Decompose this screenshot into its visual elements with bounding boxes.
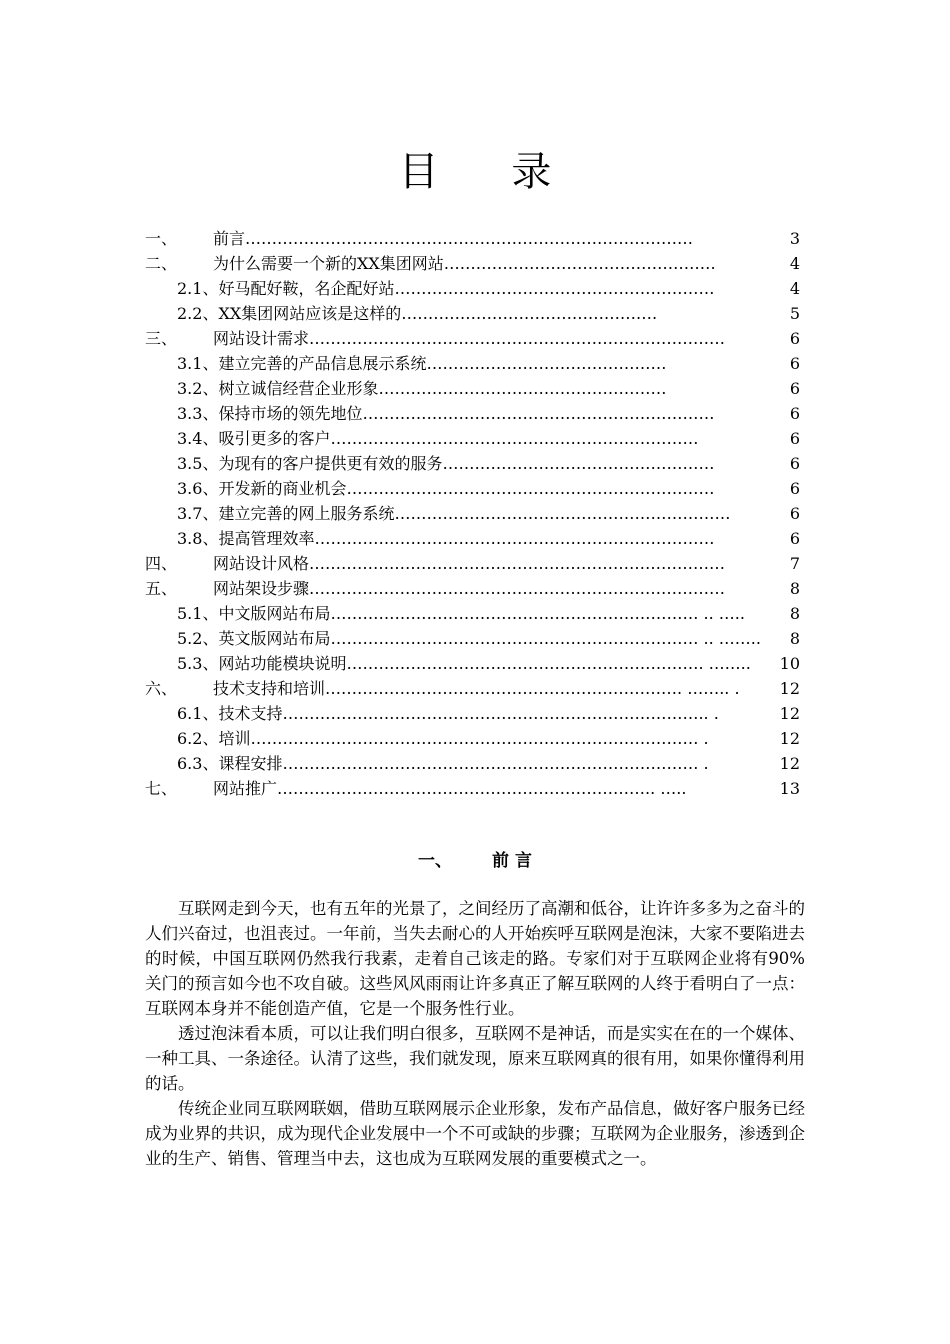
toc-entry-label: 网站架设步骤 <box>213 579 310 598</box>
section-body <box>145 896 805 1171</box>
toc-entry-label: 5.1、中文版网站布局 <box>177 604 331 623</box>
toc-entry-label: 技术支持和培训 <box>213 679 326 698</box>
toc-entry[interactable] <box>145 426 800 451</box>
toc-entry-number: 一、 <box>145 229 178 248</box>
toc-leader-dots: …………………………………………… <box>442 454 715 473</box>
toc-entry[interactable] <box>145 576 800 601</box>
toc-page-number: 12 <box>780 726 800 751</box>
toc-entry-label: 3.1、建立完善的产品信息展示系统 <box>177 354 427 373</box>
toc-page-number: 8 <box>790 626 800 651</box>
toc-entry[interactable] <box>145 251 800 276</box>
table-of-contents <box>145 226 800 801</box>
toc-entry-label: 前言 <box>213 229 246 248</box>
toc-leader-dots: ………………………………………… <box>401 304 658 323</box>
toc-leader-dots: …………………………………………………… <box>394 279 715 298</box>
toc-entry[interactable] <box>145 751 800 776</box>
toc-page-number: 6 <box>790 501 800 526</box>
section-heading <box>0 846 950 871</box>
toc-page-number: 4 <box>790 276 800 301</box>
toc-entry-label: 5.2、英文版网站布局 <box>177 629 331 648</box>
toc-entry[interactable] <box>145 351 800 376</box>
toc-entry-number: 七、 <box>145 779 178 798</box>
toc-entry-label: 3.3、保持市场的领先地位 <box>177 404 363 423</box>
toc-leader-dots: ………………………………………………………………… <box>314 529 715 548</box>
toc-page-number: 12 <box>780 676 800 701</box>
toc-entry-label: 3.4、吸引更多的客户 <box>177 429 331 448</box>
paragraph: 透过泡沫看本质，可以让我们明白很多，互联网不是神话，而是实实在在的一个媒体、一种工具、一条途径。认清了这些，我们就发现，原来互联网真的很有用，如果你懂得利用的话。 <box>145 1024 805 1093</box>
toc-page-number: 5 <box>790 301 800 326</box>
toc-entry[interactable] <box>145 776 800 801</box>
toc-entry-number: 三、 <box>145 329 178 348</box>
toc-entry-label: 2.2、XX集团网站应该是这样的 <box>177 304 402 323</box>
toc-leader-dots: …………………………………………… <box>443 254 716 273</box>
toc-entry-label: 5.3、网站功能模块说明 <box>177 654 347 673</box>
toc-page-number: 12 <box>780 751 800 776</box>
toc-page-number: 6 <box>790 376 800 401</box>
toc-leader-dots: ………………………………………………………………………… . <box>250 729 709 748</box>
toc-title: 目 录 <box>398 149 582 195</box>
paragraph: 传统企业同互联网联姻，借助互联网展示企业形象，发布产品信息，做好客户服务已经成为业界的共识，成为现代企业发展中一个不可或缺的步骤；互联网为企业服务，渗透到企业的生产、销售、管理当中去，这也成为互联网发展的重要模式之一。 <box>145 1099 805 1168</box>
toc-entry-label: 3.5、为现有的客户提供更有效的服务 <box>177 454 443 473</box>
toc-entry-label: 3.7、建立完善的网上服务系统 <box>177 504 395 523</box>
toc-entry[interactable] <box>145 501 800 526</box>
toc-entry[interactable] <box>145 226 800 251</box>
toc-page-number: 4 <box>790 251 800 276</box>
toc-leader-dots: …………………………………………………………………… <box>309 329 726 348</box>
paragraph: 互联网走到今天，也有五年的光景了，之间经历了高潮和低谷，让许许多多为之奋斗的人们兴奋过，也沮丧过。一年前，当失去耐心的人开始疾呼互联网是泡沫，大家不要陷进去的时候，中国互联网仍然我行我素，走着自己该走的路。专家们对于互联网企业将有90%关门的预言如今也不攻自破。这些风风雨雨让许多真正了解互联网的人终于看明白了一点：互联网本身并不能创造产值，它是一个服务性行业。 <box>145 899 805 1018</box>
toc-leader-dots: …………………………………………………………… <box>330 429 699 448</box>
toc-page-number: 8 <box>790 576 800 601</box>
toc-entry-label: 网站设计风格 <box>213 554 310 573</box>
toc-leader-dots: ……………………………………………… <box>378 379 667 398</box>
toc-page-number: 12 <box>780 701 800 726</box>
toc-page-number: 8 <box>790 601 800 626</box>
toc-page-number: 3 <box>790 226 800 251</box>
toc-leader-dots: …………………………………………………………………….. . <box>282 704 719 723</box>
toc-leader-dots: …………………………………………………………… .. …….. <box>330 629 761 648</box>
toc-entry[interactable] <box>145 376 800 401</box>
toc-page-number: 7 <box>790 551 800 576</box>
toc-leader-dots: ………………………………………………………………………… <box>245 229 694 248</box>
toc-leader-dots: …………………………………………………………………… <box>309 554 726 573</box>
toc-entry-label: 网站设计需求 <box>213 329 310 348</box>
toc-page-number: 6 <box>790 526 800 551</box>
toc-entry[interactable] <box>145 526 800 551</box>
toc-entry[interactable] <box>145 726 800 751</box>
toc-page-number: 6 <box>790 426 800 451</box>
toc-entry[interactable] <box>145 626 800 651</box>
section-title: 前 言 <box>492 851 532 871</box>
toc-leader-dots: …………………………………………………………. …….. <box>346 654 751 673</box>
toc-entry-label: 网站推广 <box>213 779 278 798</box>
toc-page-number: 6 <box>790 401 800 426</box>
toc-page-number: 10 <box>780 651 800 676</box>
toc-entry-label: 2.1、好马配好鞍，名企配好站 <box>177 279 395 298</box>
toc-entry[interactable] <box>145 476 800 501</box>
toc-leader-dots: …………………………………………………………………… <box>309 579 726 598</box>
toc-entry-label: 3.8、提高管理效率 <box>177 529 315 548</box>
toc-entry[interactable] <box>145 326 800 351</box>
toc-entry[interactable] <box>145 451 800 476</box>
toc-entry-label: 6.2、培训 <box>177 729 251 748</box>
toc-page-number: 6 <box>790 451 800 476</box>
toc-entry[interactable] <box>145 401 800 426</box>
toc-entry-label: 6.3、课程安排 <box>177 754 283 773</box>
toc-entry-label: 3.2、树立诚信经营企业形象 <box>177 379 379 398</box>
toc-leader-dots: …………………………………………………………. …….. . <box>325 679 740 698</box>
toc-entry[interactable] <box>145 651 800 676</box>
toc-entry[interactable] <box>145 276 800 301</box>
toc-leader-dots: …………………………………………………………………… . <box>282 754 709 773</box>
toc-entry[interactable] <box>145 301 800 326</box>
toc-entry-number: 四、 <box>145 554 178 573</box>
toc-leader-dots: ………………………………………………………… <box>362 404 715 423</box>
toc-leader-dots: …………………………………………………………….. ….. <box>277 779 687 798</box>
toc-page-number: 6 <box>790 351 800 376</box>
toc-entry-number: 六、 <box>145 679 178 698</box>
toc-page-number: 6 <box>790 326 800 351</box>
toc-entry[interactable] <box>145 701 800 726</box>
toc-entry[interactable] <box>145 601 800 626</box>
toc-leader-dots: …………………………………………………………… <box>346 479 715 498</box>
toc-page-number: 6 <box>790 476 800 501</box>
toc-entry[interactable] <box>145 676 800 701</box>
toc-leader-dots: ……………………………………… <box>426 354 667 373</box>
toc-page-number: 13 <box>780 776 800 801</box>
toc-entry-number: 二、 <box>145 254 178 273</box>
toc-entry-number: 五、 <box>145 579 178 598</box>
toc-leader-dots: …………………………………………………………… .. ….. <box>330 604 745 623</box>
section-number: 一、 <box>418 851 453 871</box>
toc-entry-label: 3.6、开发新的商业机会 <box>177 479 347 498</box>
toc-leader-dots: ……………………………………………………… <box>394 504 731 523</box>
toc-entry-label: 为什么需要一个新的XX集团网站 <box>213 254 444 273</box>
toc-entry-label: 6.1、技术支持 <box>177 704 283 723</box>
toc-entry[interactable] <box>145 551 800 576</box>
